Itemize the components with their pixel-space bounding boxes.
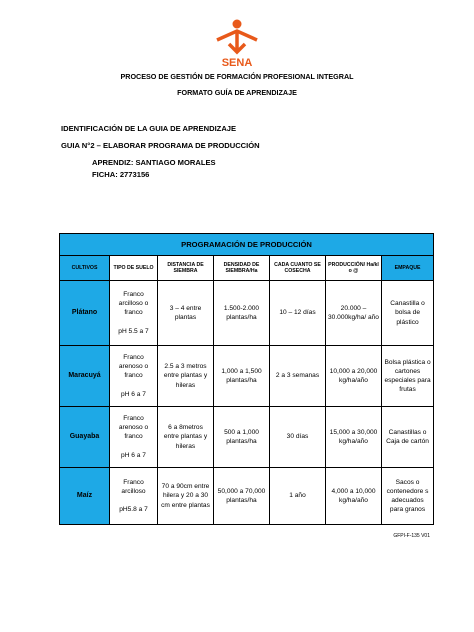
packaging: Bolsa plástica o cartones especiales para frutas: [382, 346, 434, 407]
production-yield: 4,000 a 10,000 kg/ha/año: [326, 468, 382, 525]
production-yield: 20.000 – 30.000kg/ha/ año: [326, 281, 382, 346]
header-produccion: PRODUCCIÓN/ Ha/kl o @: [326, 256, 382, 281]
production-table: [59, 233, 434, 525]
header-distancia: DISTANCIA DE SIEMBRA: [158, 256, 214, 281]
crop-name: Plátano: [60, 281, 110, 346]
packaging: Canastillas o Caja de cartón: [382, 407, 434, 468]
soil-type: Franco arenoso o franco pH 6 a 7: [110, 407, 158, 468]
packaging: Canastilla o bolsa de plástico: [382, 281, 434, 346]
planting-distance: 70 a 90cm entre hilera y 20 a 30 cm entre plantas: [158, 468, 214, 525]
planting-density: 1,000 a 1,500 plantas/ha: [214, 346, 270, 407]
apprentice-name: APRENDIZ: SANTIAGO MORALES: [92, 158, 216, 167]
logo-text: SENA: [221, 57, 253, 69]
guide-title: GUIA N°2 – ELABORAR PROGRAMA DE PRODUCCIÓN: [61, 141, 260, 150]
planting-density: 500 a 1,000 plantas/ha: [214, 407, 270, 468]
table-row: [60, 468, 434, 525]
harvest-frequency: 10 – 12 días: [270, 281, 326, 346]
header-cultivos: CULTIVOS: [60, 256, 110, 281]
harvest-frequency: 30 días: [270, 407, 326, 468]
harvest-frequency: 1 año: [270, 468, 326, 525]
soil-type: Franco arcilloso pH5.8 a 7: [110, 468, 158, 525]
planting-density: 50,000 a 70,000 plantas/ha: [214, 468, 270, 525]
production-yield: 15,000 a 30,000 kg/ha/año: [326, 407, 382, 468]
header-process-title: PROCESO DE GESTIÓN DE FORMACIÓN PROFESIONAL INTEGRAL: [120, 72, 354, 81]
crop-name: Maíz: [60, 468, 110, 525]
production-yield: 10,000 a 20,000 kg/ha/año: [326, 346, 382, 407]
table-row: [60, 346, 434, 407]
soil-type: Franco arenoso o franco pH 6 a 7: [110, 346, 158, 407]
packaging: Sacos o contenedore s adecuados para granos: [382, 468, 434, 525]
header-format-title: FORMATO GUÍA DE APRENDIZAJE: [177, 88, 297, 97]
harvest-frequency: 2 a 3 semanas: [270, 346, 326, 407]
planting-distance: 2.5 a 3 metros entre plantas y hileras: [158, 346, 214, 407]
logo-dot: [233, 20, 242, 29]
table-title: PROGRAMACIÓN DE PRODUCCIÓN: [60, 234, 434, 256]
header-empaque: EMPAQUE: [382, 256, 434, 281]
planting-distance: 3 – 4 entre plantas: [158, 281, 214, 346]
form-code: GFPI-F-135 V01: [393, 533, 430, 539]
table-row: [60, 407, 434, 468]
header-cosecha: CADA CUANTO SE COSECHA: [270, 256, 326, 281]
header-tipo-suelo: TIPO DE SUELO: [110, 256, 158, 281]
soil-type: Franco arcilloso o franco pH 5.5 a 7: [110, 281, 158, 346]
crop-name: Maracuyá: [60, 346, 110, 407]
record-number: FICHA: 2773156: [92, 170, 150, 179]
crop-name: Guayaba: [60, 407, 110, 468]
planting-density: 1.500-2.000 plantas/ha: [214, 281, 270, 346]
identification-heading: IDENTIFICACIÓN DE LA GUIA DE APRENDIZAJE: [61, 124, 237, 133]
planting-distance: 6 a 8metros entre plantas y hileras: [158, 407, 214, 468]
table-row: [60, 281, 434, 346]
sena-logo: [205, 18, 269, 70]
header-densidad: DENSIDAD DE SIEMBRA/Ha: [214, 256, 270, 281]
